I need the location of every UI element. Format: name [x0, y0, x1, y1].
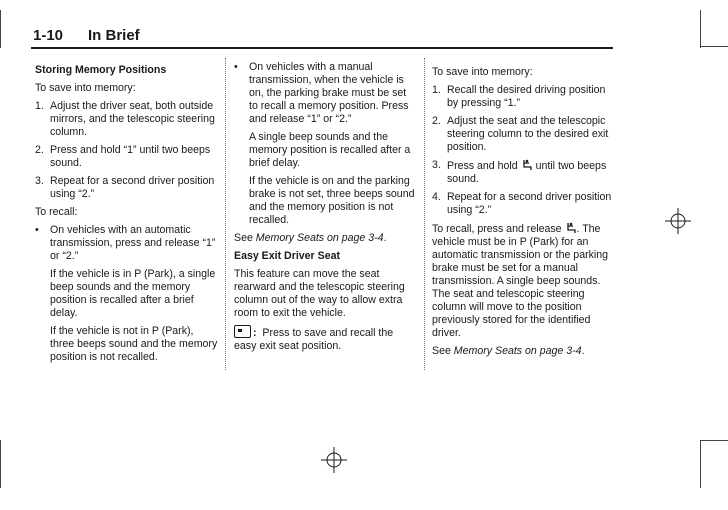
section-title: In Brief [88, 27, 140, 44]
easy-exit-text: This feature can move the seat rearward and the telescopic steering column out of the way to allow extra room to exit the vehicle. [234, 268, 405, 319]
step-number: 3. [432, 159, 441, 171]
page-number: 1-10 [33, 27, 64, 44]
save-step [432, 191, 612, 217]
easy-exit-seat-icon [521, 159, 533, 171]
save-step [432, 159, 612, 186]
bullet-symbol: • [35, 224, 39, 236]
see-prefix: See [432, 345, 454, 357]
step-text: Repeat for a second driver position using “2.” [447, 191, 612, 216]
easy-exit-description: Press to save and recall the easy exit seat position. [234, 327, 394, 352]
easy-exit-heading: Easy Exit Driver Seat [234, 250, 340, 262]
step-number: 2. [432, 115, 441, 127]
step-number: 1. [35, 100, 44, 112]
save-step [432, 115, 612, 154]
save-step [35, 144, 220, 170]
easy-exit-seat-icon [234, 325, 251, 338]
step-number: 4. [432, 191, 441, 203]
see-reference [234, 232, 416, 245]
save-step [432, 84, 612, 110]
crop-mark [700, 440, 701, 488]
bullet-text: On vehicles with an automatic transmission, press and release “1” or “2.” [50, 224, 216, 262]
step-text: Adjust the driver seat, both outside mirrors, and the telescopic steering column. [50, 100, 215, 138]
crop-mark [0, 10, 1, 48]
save-step [35, 100, 220, 139]
registration-mark-icon [320, 446, 348, 474]
bullet-subtext: If the vehicle is on and the parking brake is not set, three beeps sound and the memory position is not recalled. [249, 175, 415, 226]
save-intro: To save into memory: [432, 66, 533, 78]
step-number: 2. [35, 144, 44, 156]
cross-reference-link: Memory Seats on page 3-4 [453, 345, 582, 357]
see-prefix: See [234, 232, 256, 244]
recall-intro: To recall: [35, 206, 78, 218]
crop-mark [700, 46, 728, 47]
column-divider [424, 58, 425, 370]
step-text: Press and hold “1” until two beeps sound. [50, 144, 211, 169]
bullet-subtext: A single beep sounds and the memory position is recalled after a brief delay. [249, 131, 411, 169]
crop-mark [0, 440, 1, 488]
see-suffix: . [581, 345, 585, 357]
see-suffix: . [383, 232, 387, 244]
step-text: until two beeps sound. [447, 160, 607, 185]
step-number: 1. [432, 84, 441, 96]
header-rule [31, 47, 613, 49]
step-number: 3. [35, 175, 44, 187]
see-reference [432, 345, 612, 358]
save-intro: To save into memory: [35, 82, 136, 94]
icon-colon: : [253, 327, 257, 339]
step-text: Repeat for a second driver position using “2.” [50, 175, 215, 200]
step-text: Recall the desired driving position by pressing “1.” [447, 84, 606, 109]
easy-exit-seat-icon [565, 222, 577, 234]
step-text: Press and hold [447, 160, 518, 172]
crop-mark [700, 440, 728, 441]
save-step [35, 175, 220, 201]
bullet-text: On vehicles with a manual transmission, when the vehicle is on, the parking brake must be set to recall a memory position. Press and release “1” or “2.” [249, 61, 409, 125]
bullet-symbol: • [234, 61, 238, 73]
column-divider [225, 58, 226, 370]
column-1 [35, 64, 220, 369]
cross-reference-link: Memory Seats on page 3-4 [255, 232, 384, 244]
crop-mark [700, 10, 701, 48]
recall-text: To recall, press and release [432, 223, 562, 235]
bullet-item [35, 224, 220, 263]
recall-paragraph [432, 222, 612, 340]
bullet-subtext: If the vehicle is not in P (Park), three beeps sound and the memory position is not recalled. [50, 325, 218, 363]
registration-mark-icon [664, 207, 692, 235]
column-3 [432, 66, 612, 363]
step-text: Adjust the seat and the telescopic steering column to the desired exit position. [447, 115, 609, 153]
bullet-item [234, 61, 416, 126]
storing-memory-heading: Storing Memory Positions [35, 64, 167, 76]
recall-text: . The vehicle must be in P (Park) for an automatic transmission or the parking brake must be set for a manual transmission. A single beep sounds. The seat and telescopic steering column will move to the position previously stored for the identified driver. [432, 223, 609, 339]
bullet-subtext: If the vehicle is in P (Park), a single beep sounds and the memory position is recalled after a brief delay. [50, 268, 216, 319]
easy-exit-button-text [234, 325, 416, 353]
column-2 [234, 61, 416, 358]
